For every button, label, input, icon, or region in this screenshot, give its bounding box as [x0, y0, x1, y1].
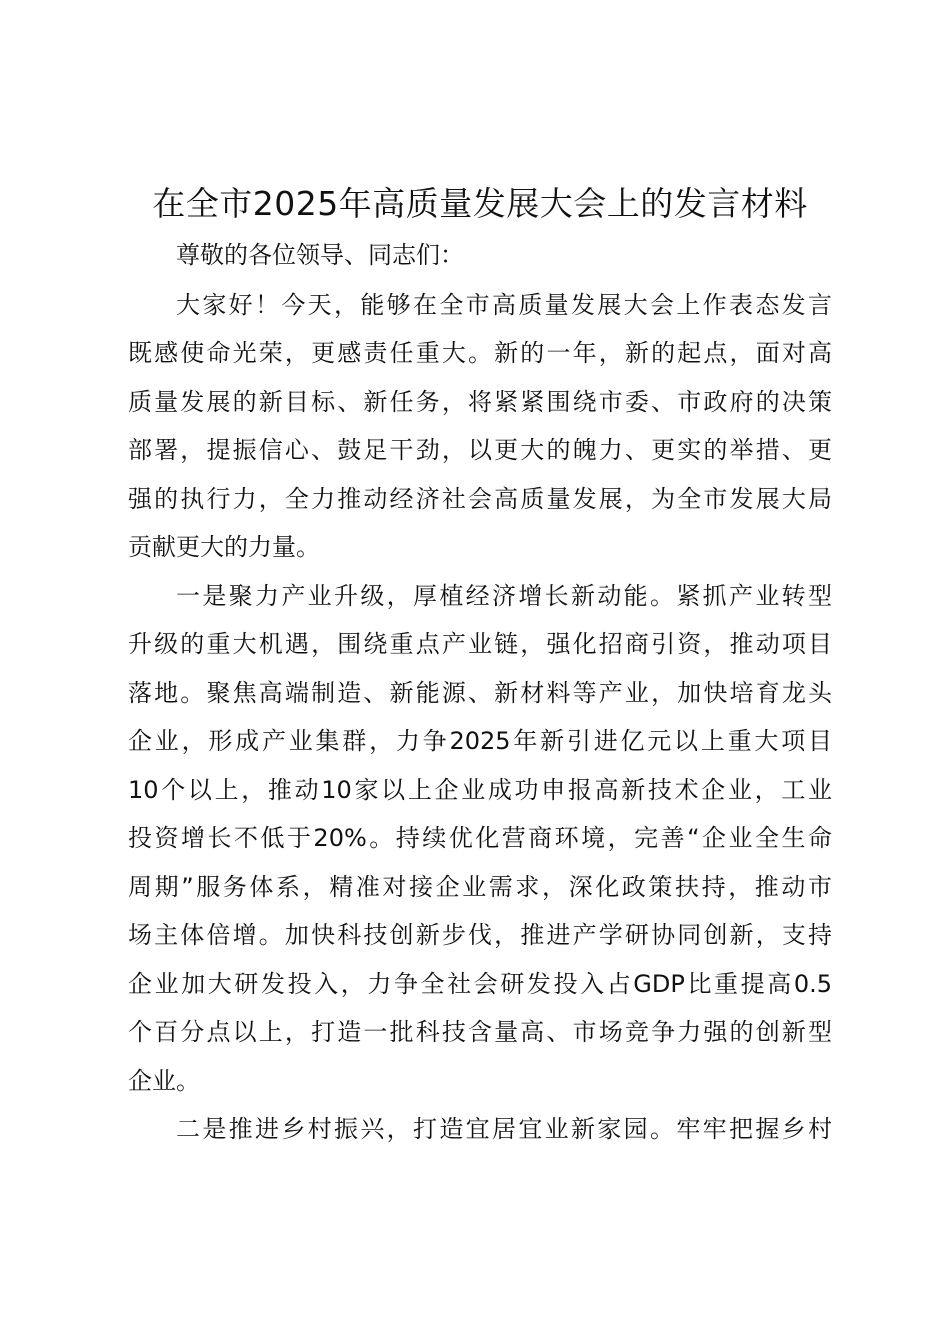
text-line: 二是推进乡村振兴，打造宜居宜业新家园。牢牢把握乡村 [176, 1115, 832, 1143]
greeting-line: 尊敬的各位领导、同志们： [176, 241, 464, 269]
text-line: 部署，提振信心、鼓足干劲，以更大的魄力、更实的举措、更 [128, 436, 832, 464]
document-body [128, 231, 832, 1154]
text-line: 投资增长不低于20%。持续优化营商环境，完善“企业全生命 [128, 824, 832, 852]
paragraph-industry [128, 572, 832, 1106]
text-line: 贡献更大的力量。 [128, 533, 320, 561]
text-line: 一是聚力产业升级，厚植经济增长新动能。紧抓产业转型 [176, 581, 832, 610]
text-line: 大家好！今天，能够在全市高质量发展大会上作表态发言 [176, 290, 832, 319]
text-line: 强的执行力，全力推动经济社会高质量发展，为全市发展大局 [128, 484, 832, 513]
text-line: 升级的重大机遇，围绕重点产业链，强化招商引资，推动项目 [128, 630, 832, 658]
text-line: 落地。聚焦高端制造、新能源、新材料等产业，加快培育龙头 [128, 678, 832, 707]
text-line: 个百分点以上，打造一批科技含量高、市场竞争力强的创新型 [128, 1018, 832, 1046]
text-line: 周期”服务体系，精准对接企业需求，深化政策扶持，推动市 [128, 872, 832, 901]
paragraph-rural [128, 1105, 832, 1154]
document-title: 在全市2025年高质量发展大会上的发言材料 [152, 184, 808, 223]
paragraph-intro [128, 281, 832, 572]
text-line: 场主体倍增。加快科技创新步伐，推进产学研协同创新，支持 [128, 921, 832, 949]
text-line: 企业加大研发投入，力争全社会研发投入占GDP比重提高0.5 [128, 969, 832, 998]
text-line: 企业。 [128, 1066, 200, 1095]
text-line: 既感使命光荣，更感责任重大。新的一年，新的起点，面对高 [128, 339, 832, 367]
text-line: 企业，形成产业集群，力争2025年新引进亿元以上重大项目 [128, 727, 832, 755]
text-line: 10个以上，推动10家以上企业成功申报高新技术企业，工业 [128, 775, 832, 804]
greeting-paragraph [128, 231, 832, 280]
text-line: 质量发展的新目标、新任务，将紧紧围绕市委、市政府的决策 [128, 387, 832, 416]
